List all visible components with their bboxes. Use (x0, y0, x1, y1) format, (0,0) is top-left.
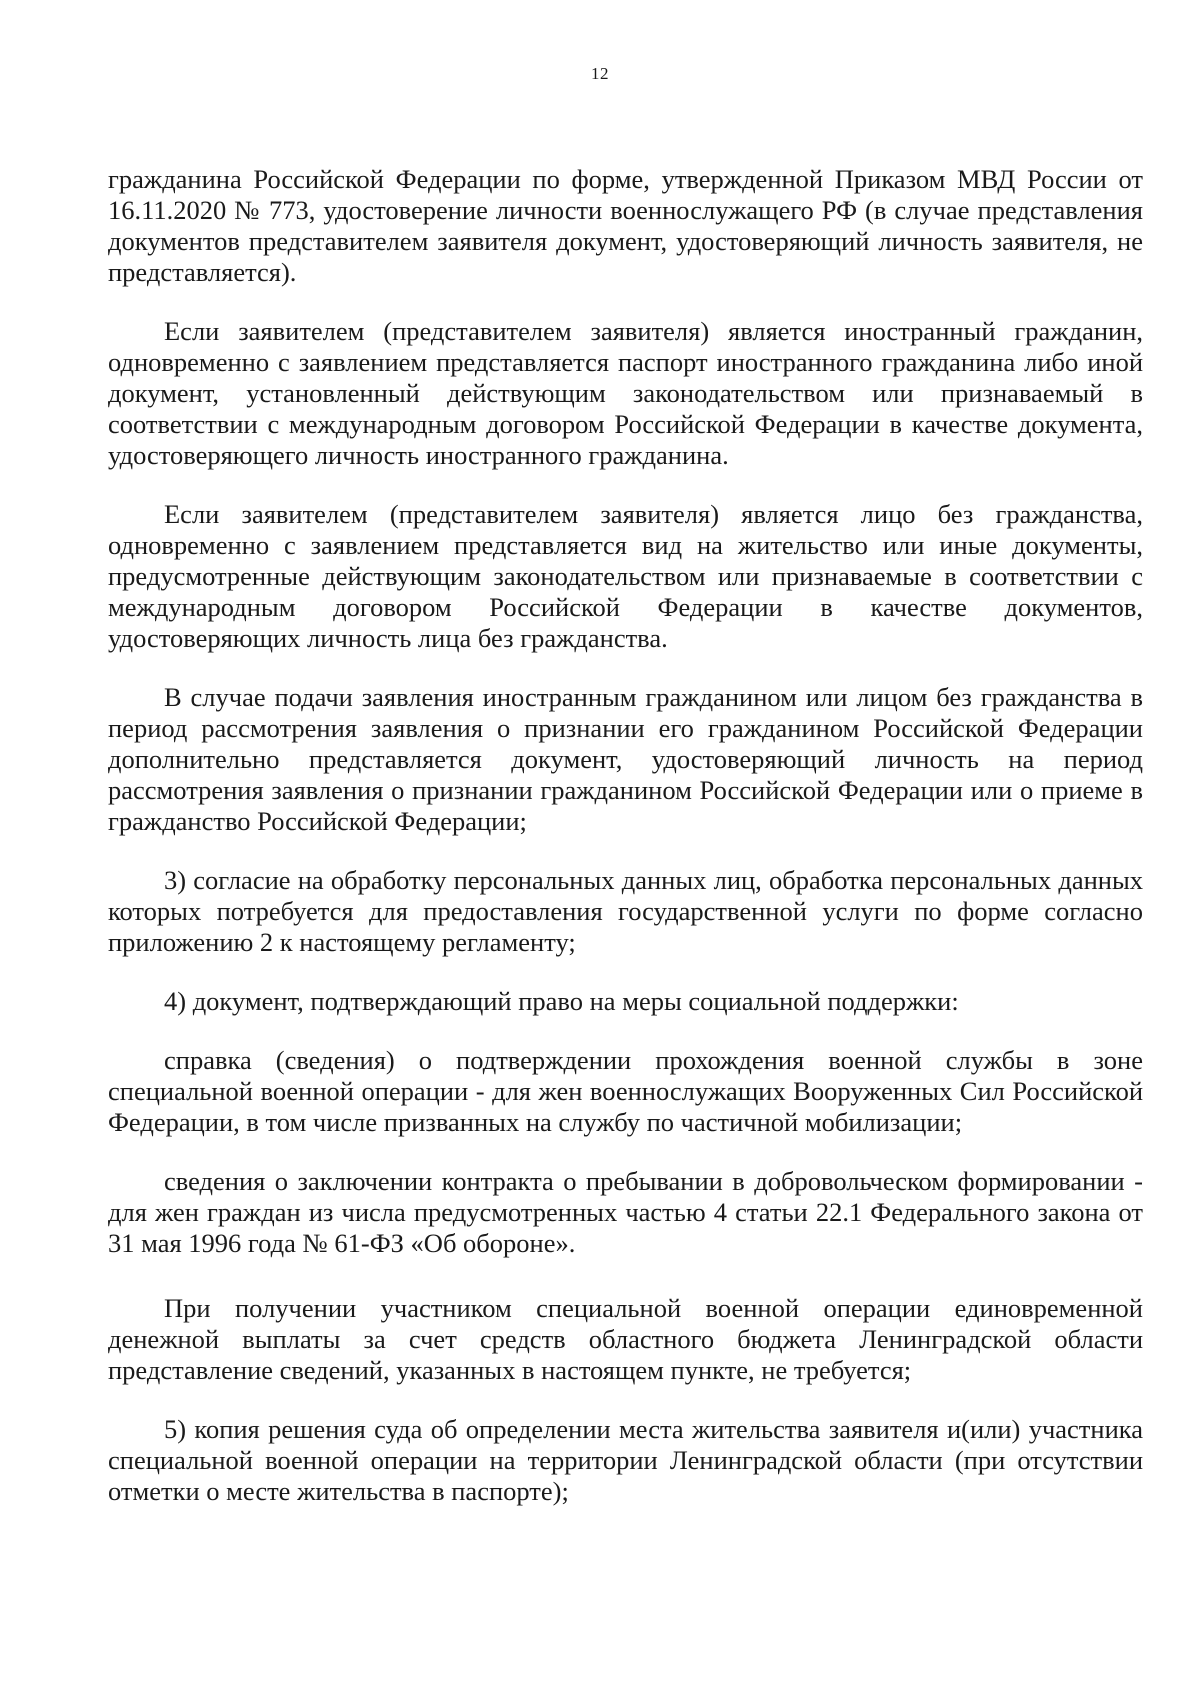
paragraph-4: В случае подачи заявления иностранным гражданином или лицом без гражданства в период рассмотрения заявления о признании его гражданином Российской Федерации дополнительно представляется документ, удостоверяющий личность на период рассмотрения заявления о признании гражданином Российской Федерации или о приеме в гражданство Российской Федерации; (108, 682, 1143, 836)
paragraph-6: 4) документ, подтверждающий право на меры социальной поддержки: (164, 986, 959, 1016)
document-body (108, 164, 1143, 1535)
paragraph-5: 3) согласие на обработку персональных данных лиц, обработка персональных данных которых потребуется для предоставления государственной услуги по форме согласно приложению 2 к настоящему регламенту; (108, 865, 1143, 957)
page-number: 12 (591, 64, 609, 83)
paragraph-3: Если заявителем (представителем заявителя) является лицо без гражданства, одновременно с заявлением представляется вид на жительство или иные документы, предусмотренные действующим законодательством или признаваемые в соответствии с международным договором Российской Федерации в качестве документов, удостоверяющих личность лица без гражданства. (108, 499, 1143, 653)
paragraph-1: гражданина Российской Федерации по форме, утвержденной Приказом МВД России от 16.11.2020 № 773, удостоверение личности военнослужащего РФ (в случае представления документов представителем заявителя документ, удостоверяющий личность заявителя, не представляется). (108, 164, 1143, 287)
paragraph-8: сведения о заключении контракта о пребывании в добровольческом формировании - для жен граждан из числа предусмотренных частью 4 статьи 22.1 Федерального закона от 31 мая 1996 года № 61-ФЗ «Об обороне». (108, 1166, 1143, 1258)
paragraph-9: При получении участником специальной военной операции единовременной денежной выплаты за счет средств областного бюджета Ленинградской области представление сведений, указанных в настоящем пункте, не требуется; (108, 1293, 1143, 1385)
paragraph-10: 5) копия решения суда об определении места жительства заявителя и(или) участника специальной военной операции на территории Ленинградской области (при отсутствии отметки о месте жительства в паспорте); (108, 1414, 1143, 1506)
paragraph-7: справка (сведения) о подтверждении прохождения военной службы в зоне специальной военной операции - для жен военнослужащих Вооруженных Сил Российской Федерации, в том числе призванных на службу по частичной мобилизации; (108, 1045, 1143, 1137)
paragraph-2: Если заявителем (представителем заявителя) является иностранный гражданин, одновременно с заявлением представляется паспорт иностранного гражданина либо иной документ, установленный действующим законодательством или признаваемый в соответствии с международным договором Российской Федерации в качестве документа, удостоверяющего личность иностранного гражданина. (108, 316, 1143, 470)
